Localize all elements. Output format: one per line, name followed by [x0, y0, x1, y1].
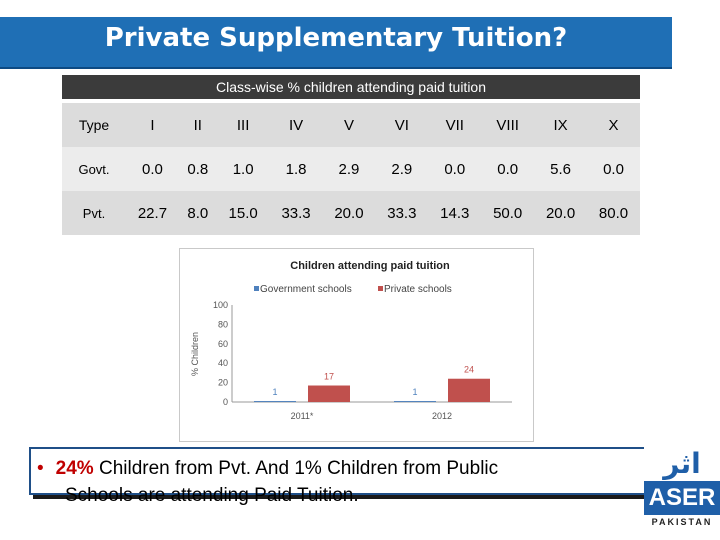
y-tick-label: 20 [217, 377, 228, 388]
table-cell: 0.0 [481, 147, 534, 191]
table-cell: 1.0 [217, 147, 270, 191]
table-cell: 5.6 [534, 147, 587, 191]
table-cell: 2.9 [375, 147, 428, 191]
table-cell: 80.0 [587, 191, 640, 235]
table-cell: 0.0 [587, 147, 640, 191]
table-cell: I [126, 103, 179, 147]
table-cell: 14.3 [428, 191, 481, 235]
y-tick-label: 0 [222, 397, 228, 407]
logo-name: ASER [644, 481, 720, 515]
table-cell: V [323, 103, 376, 147]
table-cell: X [587, 103, 640, 147]
table-cell: III [217, 103, 270, 147]
legend-swatch [378, 286, 383, 291]
slide-title: Private Supplementary Tuition? [104, 23, 568, 53]
table-cell: 15.0 [217, 191, 270, 235]
table-cell: 20.0 [534, 191, 587, 235]
table-row [62, 191, 640, 235]
table-caption: Class-wise % children attending paid tuition [62, 75, 640, 99]
aser-logo [644, 447, 720, 535]
table-cell: VI [375, 103, 428, 147]
table-cell: II [179, 103, 217, 147]
y-axis-label: % Children [190, 331, 200, 377]
table-cell: VIII [481, 103, 534, 147]
legend-swatch [254, 286, 259, 291]
bullet-highlight: 24% [55, 458, 94, 479]
table-row [62, 147, 640, 191]
table-cell: 33.3 [270, 191, 323, 235]
table-cell: 0.0 [126, 147, 179, 191]
table-cell: 22.7 [126, 191, 179, 235]
logo-country: PAKISTAN [651, 517, 713, 527]
bar [394, 401, 436, 402]
bar-chart [179, 248, 534, 442]
bullet-line-2: Schools are attending Paid Tuition. [65, 485, 359, 506]
row-label: Govt. [62, 147, 126, 191]
logo-urdu: اثر [663, 447, 701, 480]
row-label: Type [62, 103, 126, 147]
data-label: 1 [412, 387, 418, 398]
x-tick-label: 2011* [290, 411, 314, 421]
legend-entry: Government schools [260, 284, 352, 295]
chart-title: Children attending paid tuition [290, 260, 450, 272]
x-tick-label: 2012 [431, 411, 453, 421]
table-cell: 0.0 [428, 147, 481, 191]
data-label: 24 [463, 364, 475, 375]
table-cell: 8.0 [179, 191, 217, 235]
title-bar [0, 17, 672, 69]
data-label: 1 [272, 387, 278, 398]
chart-svg [180, 249, 533, 441]
table-cell: 20.0 [323, 191, 376, 235]
y-tick-label: 60 [217, 338, 228, 349]
bullet-line-1-text: Children from Pvt. And 1% Children from Public [93, 458, 499, 479]
table-cell: IV [270, 103, 323, 147]
table-header-row [62, 103, 640, 147]
data-label: 17 [323, 371, 335, 382]
y-tick-label: 40 [217, 358, 228, 369]
bar [254, 401, 296, 402]
table-cell: IX [534, 103, 587, 147]
legend-entry: Private schools [384, 284, 452, 295]
row-label: Pvt. [62, 191, 126, 235]
y-tick-label: 100 [212, 300, 228, 310]
table-cell: 33.3 [375, 191, 428, 235]
tuition-table [62, 103, 640, 235]
bullet-clip [29, 447, 679, 517]
bullet-line-1 [37, 458, 498, 480]
bullet-box [29, 447, 683, 506]
table-cell: 1.8 [270, 147, 323, 191]
table-cell: 0.8 [179, 147, 217, 191]
y-tick-label: 80 [217, 319, 228, 330]
table-cell: 2.9 [323, 147, 376, 191]
table-cell: VII [428, 103, 481, 147]
table-cell: 50.0 [481, 191, 534, 235]
bar [448, 379, 490, 402]
bar [308, 386, 350, 402]
bullet-dot-icon: • [37, 458, 44, 479]
